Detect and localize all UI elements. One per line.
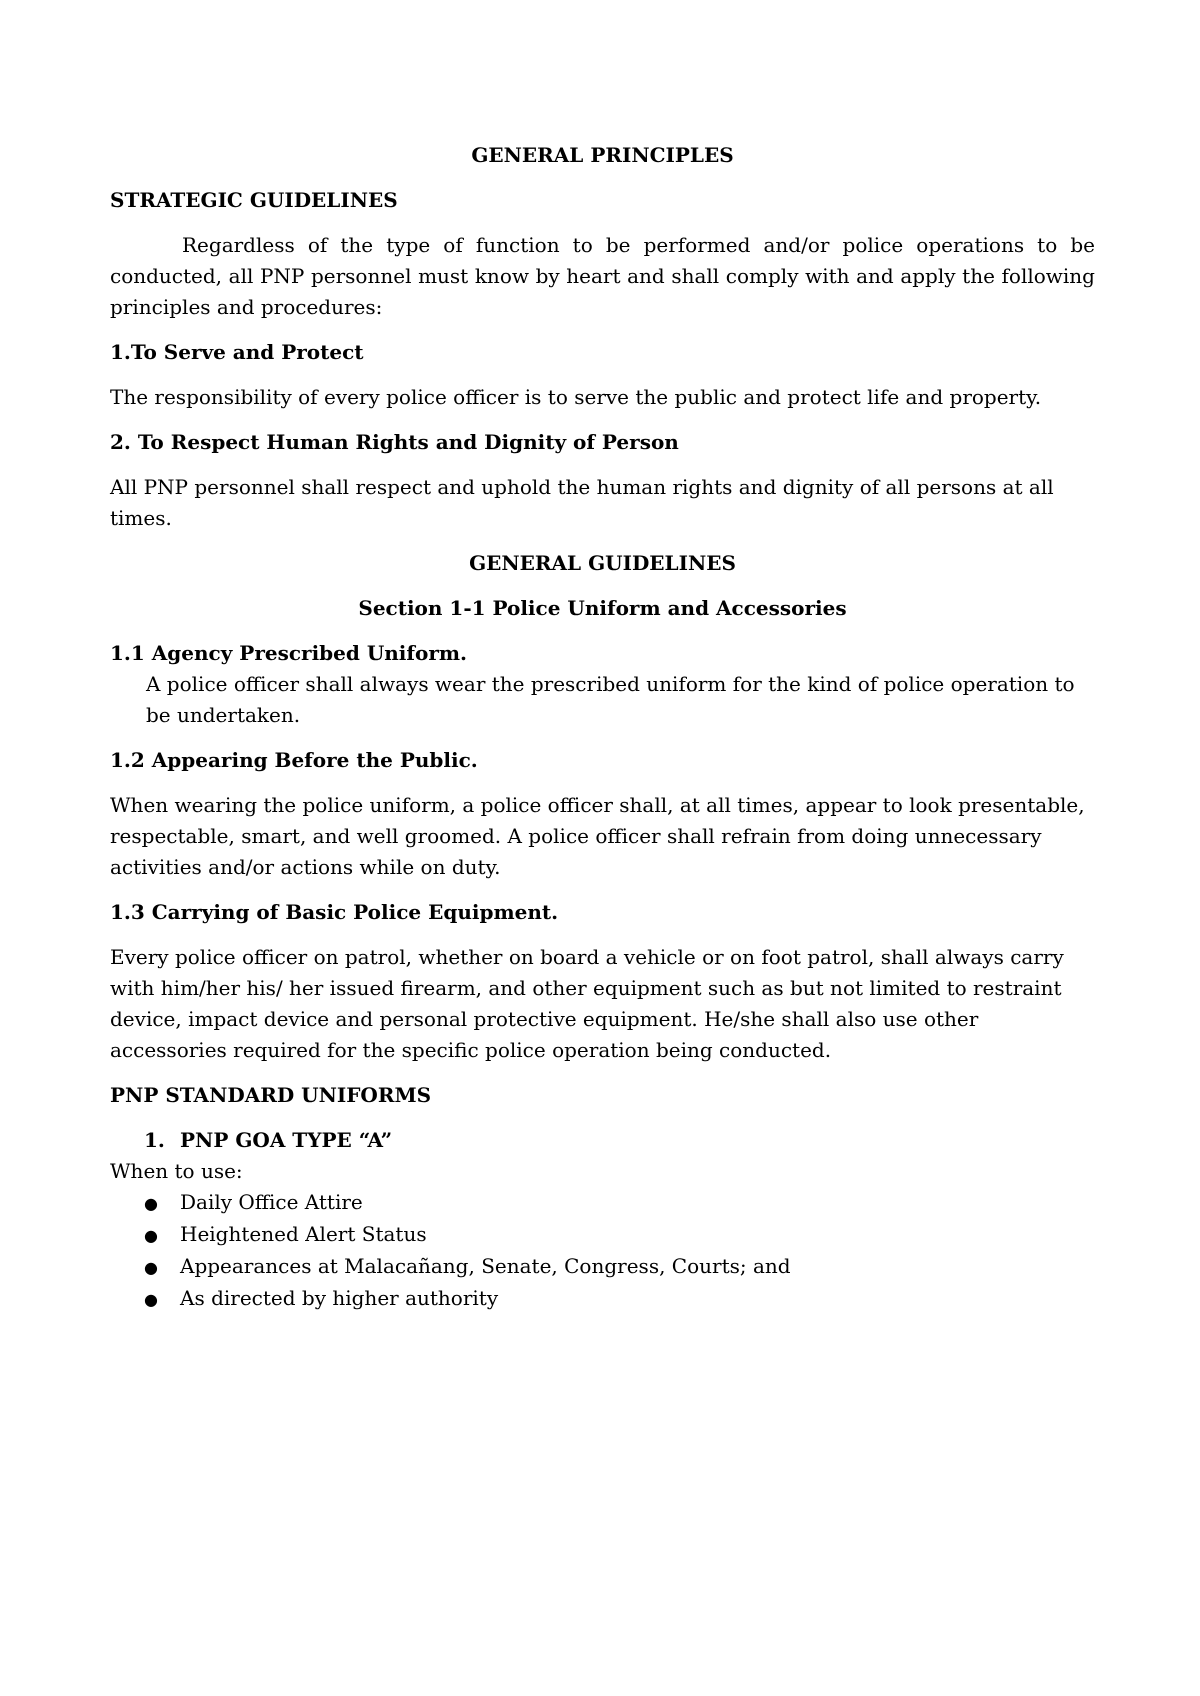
list-item-text: As directed by higher authority xyxy=(180,1286,499,1310)
principle-2-text: All PNP personnel shall respect and uphold the human rights and dignity of all persons at all times. xyxy=(110,475,1054,530)
document-title: GENERAL PRINCIPLES xyxy=(471,143,734,167)
item-1-2-heading: 1.2 Appearing Before the Public. xyxy=(110,748,478,772)
principle-1-text: The responsibility of every police officer is to serve the public and protect life and property. xyxy=(110,385,1042,409)
section-heading: Section 1-1 Police Uniform and Accessories xyxy=(358,596,847,620)
standard-uniforms-heading: PNP STANDARD UNIFORMS xyxy=(110,1083,432,1107)
list-item-text: Daily Office Attire xyxy=(180,1190,363,1214)
list-item xyxy=(144,1283,1095,1315)
uniform-1-number: 1. xyxy=(144,1128,165,1152)
list-item xyxy=(144,1251,1095,1283)
uniform-1-title: PNP GOA TYPE “A” xyxy=(180,1128,393,1152)
item-1-1-text: A police officer shall always wear the prescribed uniform for the kind of police operation to be undertaken. xyxy=(146,672,1075,727)
principle-2-heading: 2. To Respect Human Rights and Dignity of Person xyxy=(110,430,679,454)
bullet-icon: ● xyxy=(144,1290,158,1309)
general-guidelines-heading: GENERAL GUIDELINES xyxy=(469,551,736,575)
document-page xyxy=(110,140,1095,1315)
item-1-1-heading: 1.1 Agency Prescribed Uniform. xyxy=(110,641,468,665)
item-1-3-heading: 1.3 Carrying of Basic Police Equipment. xyxy=(110,900,559,924)
list-item xyxy=(144,1187,1095,1219)
list-item-text: Heightened Alert Status xyxy=(180,1222,427,1246)
principle-1-heading: 1.To Serve and Protect xyxy=(110,340,364,364)
list-item-text: Appearances at Malacañang, Senate, Congress, Courts; and xyxy=(180,1254,791,1278)
bullet-icon: ● xyxy=(144,1226,158,1245)
item-1-2-text: When wearing the police uniform, a police officer shall, at all times, appear to look presentable, respectable, smart, and well groomed. A police officer shall refrain from doing unnecessary activities and/or actions while on duty. xyxy=(110,793,1085,879)
strategic-guidelines-paragraph: Regardless of the type of function to be performed and/or police operations to be conducted, all PNP personnel must know by heart and shall comply with and apply the following principles and procedures: xyxy=(110,233,1095,319)
uniform-1-heading xyxy=(110,1125,1095,1156)
item-1-3-text: Every police officer on patrol, whether on board a vehicle or on foot patrol, shall always carry with him/her his/ her issued firearm, and other equipment such as but not limited to restraint device, impact device and personal protective equipment. He/she shall also use other accessories required for the specific police operation being conducted. xyxy=(110,945,1064,1062)
bullet-icon: ● xyxy=(144,1194,158,1213)
bullet-icon: ● xyxy=(144,1258,158,1277)
strategic-guidelines-heading: STRATEGIC GUIDELINES xyxy=(110,188,398,212)
when-to-use-label: When to use: xyxy=(110,1159,243,1183)
usage-list xyxy=(110,1187,1095,1315)
list-item xyxy=(144,1219,1095,1251)
